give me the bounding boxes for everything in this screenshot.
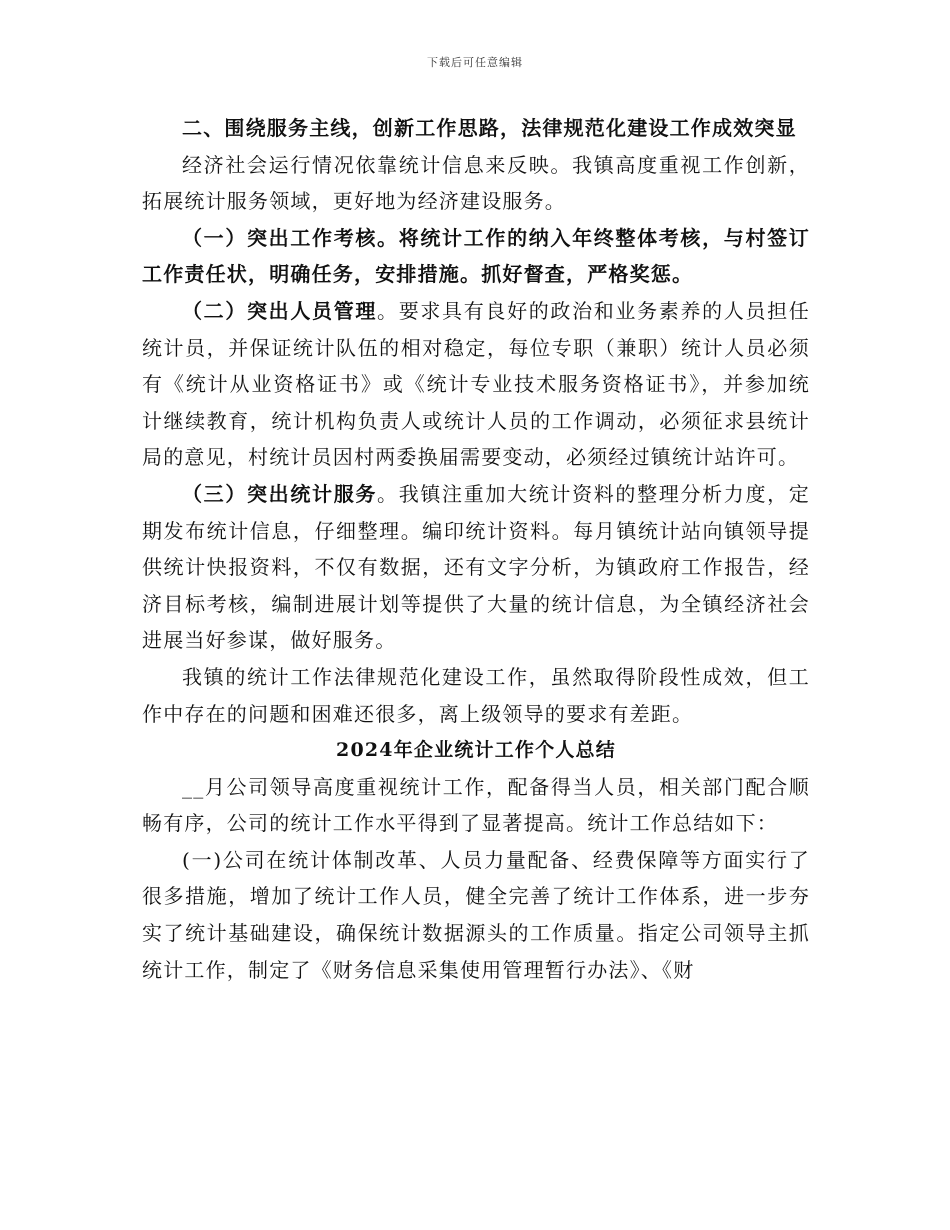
article-title: 2024年企业统计工作个人总结	[336, 739, 616, 762]
document-body	[142, 110, 810, 988]
item-1-paragraph: （一）突出工作考核。将统计工作的纳入年终整体考核，与村签订工作责任状，明确任务，安排措施。抓好督查，严格奖惩。	[142, 225, 810, 287]
article-paragraph-1: __月公司领导高度重视统计工作，配备得当人员，相关部门配合顺畅有序，公司的统计工作水平得到了显著提高。统计工作总结如下：	[142, 774, 810, 836]
article-paragraph-2: (一)公司在统计体制改革、人员力量配备、经费保障等方面实行了很多措施，增加了统计工作人员，健全完善了统计工作体系，进一步夯实了统计基础建设，确保统计数据源头的工作质量。指定公司领导主抓统计工作，制定了《财务信息采集使用管理暂行办法》、《财	[142, 847, 810, 982]
item-3-paragraph	[142, 476, 810, 659]
item-2-paragraph	[142, 293, 810, 476]
item-2-lead: （二）突出人员管理	[182, 298, 378, 323]
section-intro-paragraph: 经济社会运行情况依靠统计信息来反映。我镇高度重视工作创新，拓展统计服务领域，更好地为经济建设服务。	[142, 152, 810, 214]
item-2-body: 。要求具有良好的政治和业务素养的人员担任统计员，并保证统计队伍的相对稳定，每位专职（兼职）统计人员必须有《统计从业资格证书》或《统计专业技术服务资格证书》，并参加统计继续教育，统计机构负责人或统计人员的工作调动，必须征求县统计局的意见，村统计员因村两委换届需要变动，必须经过镇统计站许可。	[142, 298, 810, 470]
item-3-body: 。我镇注重加大统计资料的整理分析力度，定期发布统计信息，仔细整理。编印统计资料。每月镇统计站向镇领导提供统计快报资料，不仅有数据，还有文字分析，为镇政府工作报告，经济目标考核，编制进展计划等提供了大量的统计信息，为全镇经济社会进展当好参谋，做好服务。	[142, 481, 810, 653]
closing-paragraph: 我镇的统计工作法律规范化建设工作，虽然取得阶段性成效，但工作中存在的问题和困难还很多，离上级领导的要求有差距。	[142, 664, 810, 726]
page-header-note: 下载后可任意编辑	[427, 56, 523, 69]
section-heading: 二、围绕服务主线，创新工作思路，法律规范化建设工作成效突显	[182, 116, 797, 140]
item-3-lead: （三）突出统计服务	[182, 481, 378, 506]
